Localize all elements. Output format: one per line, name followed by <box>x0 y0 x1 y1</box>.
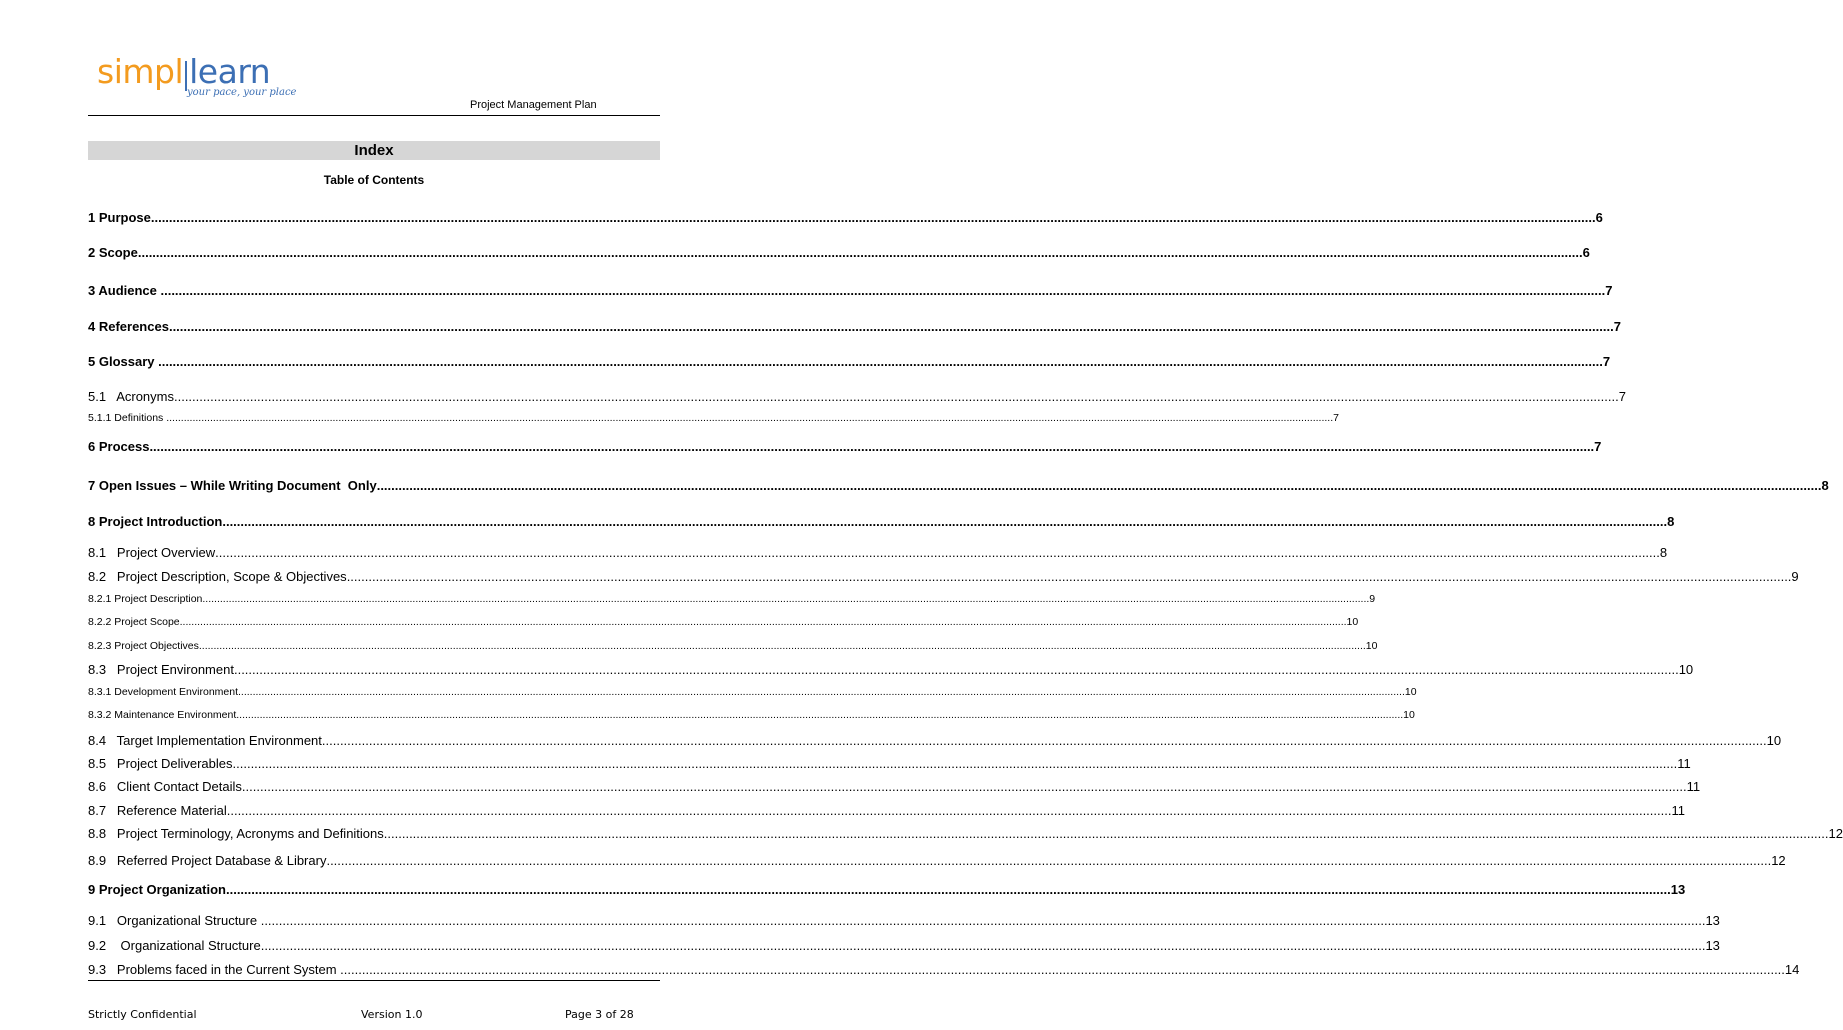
toc-dot-leader: ................................................................................................................................................................................................................................................................................................................................................................................................................ <box>150 210 1596 225</box>
toc-entry-label: 8.6 Client Contact Details <box>88 779 242 794</box>
toc-entry-label: 8.2 Project Description, Scope & Objectives <box>88 569 347 584</box>
toc-dot-leader: ................................................................................................................................................................................................................................................................................................................................................................................................................ <box>376 478 1822 493</box>
toc-entry-page: 9 <box>1369 593 1376 605</box>
toc-entry[interactable] <box>88 545 1668 560</box>
toc-entry[interactable] <box>88 686 1417 698</box>
toc-dot-leader: ................................................................................................................................................................................................................................................................................................................................................................................................................ <box>179 616 1347 628</box>
toc-dot-leader: ................................................................................................................................................................................................................................................................................................................................................................................................................ <box>173 389 1619 404</box>
header-rule <box>88 115 660 116</box>
toc-entry-page: 13 <box>1705 913 1720 928</box>
toc-entry-page: 10 <box>1766 733 1782 748</box>
toc-dot-leader: ................................................................................................................................................................................................................................................................................................................................................................................................................ <box>222 514 1668 529</box>
toc-entry[interactable] <box>88 962 1800 977</box>
toc-entry-page: 8 <box>1659 545 1668 560</box>
toc-dot-leader: ................................................................................................................................................................................................................................................................................................................................................................................................................ <box>149 439 1595 454</box>
toc-entry[interactable] <box>88 569 1799 584</box>
toc-dot-leader: ................................................................................................................................................................................................................................................................................................................................................................................................................ <box>238 686 1405 698</box>
toc-entry[interactable] <box>88 709 1415 721</box>
toc-entry[interactable] <box>88 826 1843 841</box>
toc-entry-label: 8.9 Referred Project Database & Library <box>88 853 327 868</box>
toc-dot-leader: ................................................................................................................................................................................................................................................................................................................................................................................................................ <box>198 640 1366 652</box>
toc-entry-page: 7 <box>1613 319 1621 334</box>
footer-rule <box>88 980 660 981</box>
toc-entry-page: 6 <box>1582 245 1590 260</box>
toc-dot-leader: ................................................................................................................................................................................................................................................................................................................................................................................................................ <box>241 779 1687 794</box>
footer-page-number: Page 3 of 28 <box>565 1008 634 1021</box>
simplilearn-logo <box>97 54 307 104</box>
toc-entry-label: 8.8 Project Terminology, Acronyms and Definitions <box>88 826 384 841</box>
toc-entry-label: 8.3.1 Development Environment <box>88 686 238 698</box>
toc-entry-page: 13 <box>1705 938 1720 953</box>
toc-entry-label: 8.3.2 Maintenance Environment <box>88 709 237 721</box>
toc-entry-page: 12 <box>1828 826 1843 841</box>
toc-entry-page: 10 <box>1365 640 1378 652</box>
toc-entry-label: 8.2.2 Project Scope <box>88 616 180 628</box>
toc-entry-page: 8 <box>1667 514 1675 529</box>
header-document-title: Project Management Plan <box>470 99 597 111</box>
toc-entry-page: 10 <box>1404 686 1417 698</box>
toc-entry-page: 7 <box>1602 354 1611 369</box>
toc-dot-leader: ................................................................................................................................................................................................................................................................................................................................................................................................................ <box>226 803 1672 818</box>
toc-entry-page: 9 <box>1791 569 1799 584</box>
toc-entry[interactable] <box>88 478 1829 493</box>
toc-entry[interactable] <box>88 756 1691 771</box>
toc-dot-leader: ................................................................................................................................................................................................................................................................................................................................................................................................................ <box>233 662 1679 677</box>
toc-dot-leader: ................................................................................................................................................................................................................................................................................................................................................................................................................ <box>137 245 1583 260</box>
toc-entry-page: 7 <box>1618 389 1626 404</box>
toc-entry[interactable] <box>88 616 1359 628</box>
toc-dot-leader: ................................................................................................................................................................................................................................................................................................................................................................................................................ <box>166 412 1334 424</box>
toc-entry-label: 8 Project Introduction <box>88 514 223 529</box>
toc-entry-label: 6 Process <box>88 439 150 454</box>
toc-entry-label: 4 References <box>88 319 169 334</box>
toc-dot-leader: ................................................................................................................................................................................................................................................................................................................................................................................................................ <box>340 962 1785 977</box>
toc-entry[interactable] <box>88 389 1626 404</box>
toc-dot-leader: ................................................................................................................................................................................................................................................................................................................................................................................................................ <box>260 913 1706 928</box>
toc-entry-page: 10 <box>1346 616 1359 628</box>
toc-entry[interactable] <box>88 412 1339 424</box>
logo-part-simpl: simpl <box>97 52 184 91</box>
toc-entry-page: 7 <box>1333 412 1339 424</box>
toc-entry-label: 7 Open Issues – While Writing Document Only <box>88 478 377 493</box>
toc-entry[interactable] <box>88 803 1685 818</box>
toc-entry-label: 5.1.1 Definitions <box>88 412 167 424</box>
toc-entry-label: 5 Glossary <box>88 354 159 369</box>
toc-dot-leader: ................................................................................................................................................................................................................................................................................................................................................................................................................ <box>383 826 1829 841</box>
toc-entry-page: 14 <box>1784 962 1800 977</box>
toc-entry-label: 5.1 Acronyms <box>88 389 174 404</box>
toc-entry[interactable] <box>88 882 1686 897</box>
toc-entry-label: 9.3 Problems faced in the Current System <box>88 962 341 977</box>
toc-entry[interactable] <box>88 354 1611 369</box>
toc-entry-page: 11 <box>1671 803 1685 818</box>
toc-entry-label: 2 Scope <box>88 245 138 260</box>
toc-entry-page: 6 <box>1595 210 1603 225</box>
toc-entry-label: 8.4 Target Implementation Environment <box>88 733 322 748</box>
toc-entry-page: 8 <box>1821 478 1829 493</box>
toc-dot-leader: ................................................................................................................................................................................................................................................................................................................................................................................................................ <box>215 545 1660 560</box>
toc-dot-leader: ................................................................................................................................................................................................................................................................................................................................................................................................................ <box>158 354 1603 369</box>
toc-entry[interactable] <box>88 662 1694 677</box>
toc-dot-leader: ................................................................................................................................................................................................................................................................................................................................................................................................................ <box>260 938 1706 953</box>
toc-entry[interactable] <box>88 938 1720 953</box>
toc-entry-label: 8.5 Project Deliverables <box>88 756 233 771</box>
toc-entry-label: 9.1 Organizational Structure <box>88 913 261 928</box>
index-title-bar <box>88 141 660 160</box>
toc-entry[interactable] <box>88 439 1602 454</box>
toc-dot-leader: ................................................................................................................................................................................................................................................................................................................................................................................................................ <box>168 319 1614 334</box>
toc-entry-label: 8.2.3 Project Objectives <box>88 640 199 652</box>
toc-entry-page: 10 <box>1678 662 1694 677</box>
toc-entry-label: 9 Project Organization <box>88 882 226 897</box>
toc-entry-page: 10 <box>1403 709 1415 721</box>
toc-entry-label: 8.2.1 Project Description <box>88 593 203 605</box>
toc-title: Table of Contents <box>323 173 425 187</box>
toc-entry[interactable] <box>88 733 1782 748</box>
toc-entry-page: 7 <box>1605 283 1613 298</box>
toc-entry-page: 7 <box>1594 439 1602 454</box>
toc-dot-leader: ................................................................................................................................................................................................................................................................................................................................................................................................................ <box>225 882 1671 897</box>
footer-confidentiality: Strictly Confidential <box>88 1008 197 1021</box>
toc-entry[interactable] <box>88 283 1613 298</box>
logo-part-learn: learn <box>189 52 271 91</box>
toc-entry[interactable] <box>88 913 1720 928</box>
toc-entry[interactable] <box>88 319 1621 334</box>
toc-dot-leader: ................................................................................................................................................................................................................................................................................................................................................................................................................ <box>346 569 1792 584</box>
toc-entry[interactable] <box>88 593 1376 605</box>
toc-entry-label: 1 Purpose <box>88 210 151 225</box>
toc-dot-leader: ................................................................................................................................................................................................................................................................................................................................................................................................................ <box>160 283 1606 298</box>
footer-version: Version 1.0 <box>361 1008 423 1021</box>
toc-entry[interactable] <box>88 779 1701 794</box>
toc-entry[interactable] <box>88 210 1603 225</box>
toc-entry-label: 8.1 Project Overview <box>88 545 216 560</box>
logo-wordmark <box>97 54 270 91</box>
toc-entry[interactable] <box>88 514 1675 529</box>
toc-entry-page: 13 <box>1670 882 1686 897</box>
toc-entry-page: 11 <box>1686 779 1701 794</box>
toc-dot-leader: ................................................................................................................................................................................................................................................................................................................................................................................................................ <box>232 756 1678 771</box>
logo-tagline: your pace, your place <box>187 87 297 98</box>
toc-entry[interactable] <box>88 853 1786 868</box>
index-title: Index <box>354 142 394 159</box>
toc-entry-label: 8.7 Reference Material <box>88 803 227 818</box>
toc-dot-leader: ................................................................................................................................................................................................................................................................................................................................................................................................................ <box>326 853 1772 868</box>
toc-entry-page: 11 <box>1677 756 1691 771</box>
toc-entry-label: 3 Audience <box>88 283 161 298</box>
toc-entry-page: 12 <box>1771 853 1786 868</box>
toc-dot-leader: ................................................................................................................................................................................................................................................................................................................................................................................................................ <box>236 709 1404 721</box>
toc-entry-label: 8.3 Project Environment <box>88 662 234 677</box>
toc-dot-leader: ................................................................................................................................................................................................................................................................................................................................................................................................................ <box>202 593 1370 605</box>
toc-entry[interactable] <box>88 245 1590 260</box>
toc-entry[interactable] <box>88 640 1378 652</box>
toc-entry-label: 9.2 Organizational Structure <box>88 938 261 953</box>
toc-dot-leader: ................................................................................................................................................................................................................................................................................................................................................................................................................ <box>321 733 1767 748</box>
